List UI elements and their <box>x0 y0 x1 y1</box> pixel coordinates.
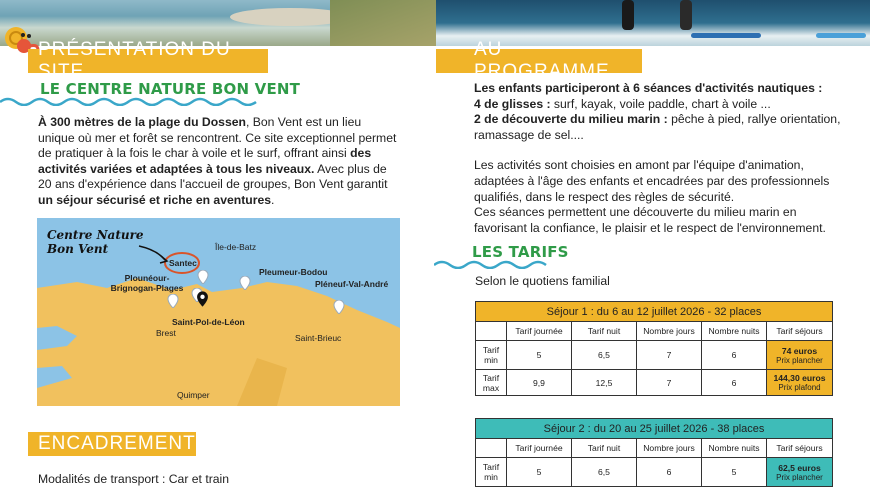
table-corner <box>476 439 507 458</box>
map-label-quimper: Quimper <box>177 390 210 400</box>
text-bold: des activités variées et adaptées à tous les niveaux. <box>38 146 372 176</box>
table-row <box>476 341 833 370</box>
map-pin-icon <box>239 276 251 290</box>
section-title: PRÉSENTATION DU SITE <box>38 39 231 82</box>
section-title: ENCADREMENT <box>38 433 196 454</box>
location-map <box>37 218 400 406</box>
table-header: Tarif journée <box>507 439 572 458</box>
programme-line <box>474 112 844 143</box>
map-label-brest: Brest <box>156 328 176 338</box>
table-header: Tarif nuit <box>572 322 637 341</box>
map-label-saint-brieuc: Saint-Brieuc <box>295 333 342 343</box>
text: Avec plus de 20 ans d'expérience dans l'accueil de groupes, Bon Vent garantit <box>38 161 388 192</box>
text-bold: 4 de glisses : <box>474 96 551 111</box>
total-cell: 74 euros Prix plancher <box>767 341 833 370</box>
map-pin-icon <box>333 300 345 314</box>
map-label-ile-de-batz: Île-de-Batz <box>215 242 257 252</box>
table-cell: 6 <box>637 458 702 487</box>
map-handwritten-label: Centre Nature Bon Vent <box>47 228 144 256</box>
table-cell: 6 <box>702 370 767 396</box>
table-header: Tarif séjours <box>767 439 833 458</box>
text: pêche à pied, rallye orientation, ramassage de sel.... <box>474 112 841 142</box>
table-header: Nombre nuits <box>702 322 767 341</box>
map-pin-icon <box>197 270 209 284</box>
programme-text <box>474 81 844 236</box>
wave-divider <box>434 259 550 269</box>
table-cell: 5 <box>507 341 572 370</box>
text: , Bon Vent est un lieu unique où mer et forêt se rencontrent. Ce site exceptionnel permet de pratiquer à la fois le char à voile et le surf, offrant ainsi <box>38 115 397 161</box>
map-pin-icon <box>167 294 179 308</box>
map-label-saint-pol: Saint-Pol-de-Léon <box>172 317 245 327</box>
table-header: Nombre jours <box>637 322 702 341</box>
wave-divider <box>0 96 260 106</box>
map-label-pleumeur: Pleumeur-Bodou <box>259 267 328 277</box>
tarif-table-sejour1 <box>475 301 833 396</box>
table-cell: 12,5 <box>572 370 637 396</box>
map-label-plouneour: Plounéour-Brignogan-Plages <box>110 273 184 293</box>
table-header: Tarif nuit <box>572 439 637 458</box>
table-cell: 7 <box>637 370 702 396</box>
table-cell: 6,5 <box>572 341 637 370</box>
table-cell: 7 <box>637 341 702 370</box>
programme-paragraph: Les activités sont choisies en amont par l'équipe d'animation, adaptées à l'âge des enfants et encadrées par des professionnels qualifiés, dans le respect des règles de sécurité. <box>474 158 830 204</box>
table-header: Nombre nuits <box>702 439 767 458</box>
table-caption: Séjour 2 : du 20 au 25 juillet 2026 - 38 places <box>476 419 833 439</box>
row-label: Tarif min <box>476 341 507 370</box>
transport-line <box>38 472 229 488</box>
text: surf, kayak, voile paddle, chart à voile ... <box>550 96 771 111</box>
table-cell: 9,9 <box>507 370 572 396</box>
table-header: Tarif journée <box>507 322 572 341</box>
transport-value: Car et train <box>165 472 230 486</box>
total-cell: 144,30 euros Prix plafond <box>767 370 833 396</box>
tarifs-title: LES TARIFS <box>472 243 569 261</box>
map-pin-main-icon <box>196 291 209 307</box>
table-cell: 6 <box>702 341 767 370</box>
map-label-santec: Santec <box>169 258 197 268</box>
programme-line <box>474 97 844 113</box>
text-bold: 2 de découverte du milieu marin : <box>474 112 668 127</box>
section-header-encadrement <box>28 432 196 456</box>
table-cell: 5 <box>702 458 767 487</box>
table-caption: Séjour 1 : du 6 au 12 juillet 2026 - 32 places <box>476 302 833 322</box>
site-description <box>38 115 400 209</box>
programme-intro: Les enfants participeront à 6 séances d'activités nautiques : <box>474 81 823 95</box>
row-label: Tarif min <box>476 458 507 487</box>
section-header-programme <box>436 39 642 82</box>
site-title: LE CENTRE NATURE BON VENT <box>40 80 301 98</box>
total-cell: 62,5 euros Prix plancher <box>767 458 833 487</box>
table-row <box>476 458 833 487</box>
text-bold: À 300 mètres de la plage du Dossen <box>38 115 246 129</box>
map-label-pleneuf: Pléneuf-Val-André <box>315 279 389 289</box>
table-cell: 5 <box>507 458 572 487</box>
tarif-table-sejour2 <box>475 418 833 487</box>
row-label: Tarif max <box>476 370 507 396</box>
section-header-presentation <box>28 39 268 82</box>
text-bold: un séjour sécurisé et riche en aventures <box>38 192 272 207</box>
transport-label: Modalités de transport : <box>38 472 166 486</box>
table-header: Nombre jours <box>637 439 702 458</box>
table-header: Tarif séjours <box>767 322 833 341</box>
section-title: AU PROGRAMME <box>474 39 610 82</box>
table-cell: 6,5 <box>572 458 637 487</box>
programme-paragraph: Ces séances permettent une découverte du milieu marin en favorisant la confiance, le plaisir et le respect de l'environnement. <box>474 205 826 235</box>
tarifs-subtitle: Selon le quotiens familial <box>475 274 610 288</box>
text: . <box>271 192 275 207</box>
table-corner <box>476 322 507 341</box>
table-row <box>476 370 833 396</box>
